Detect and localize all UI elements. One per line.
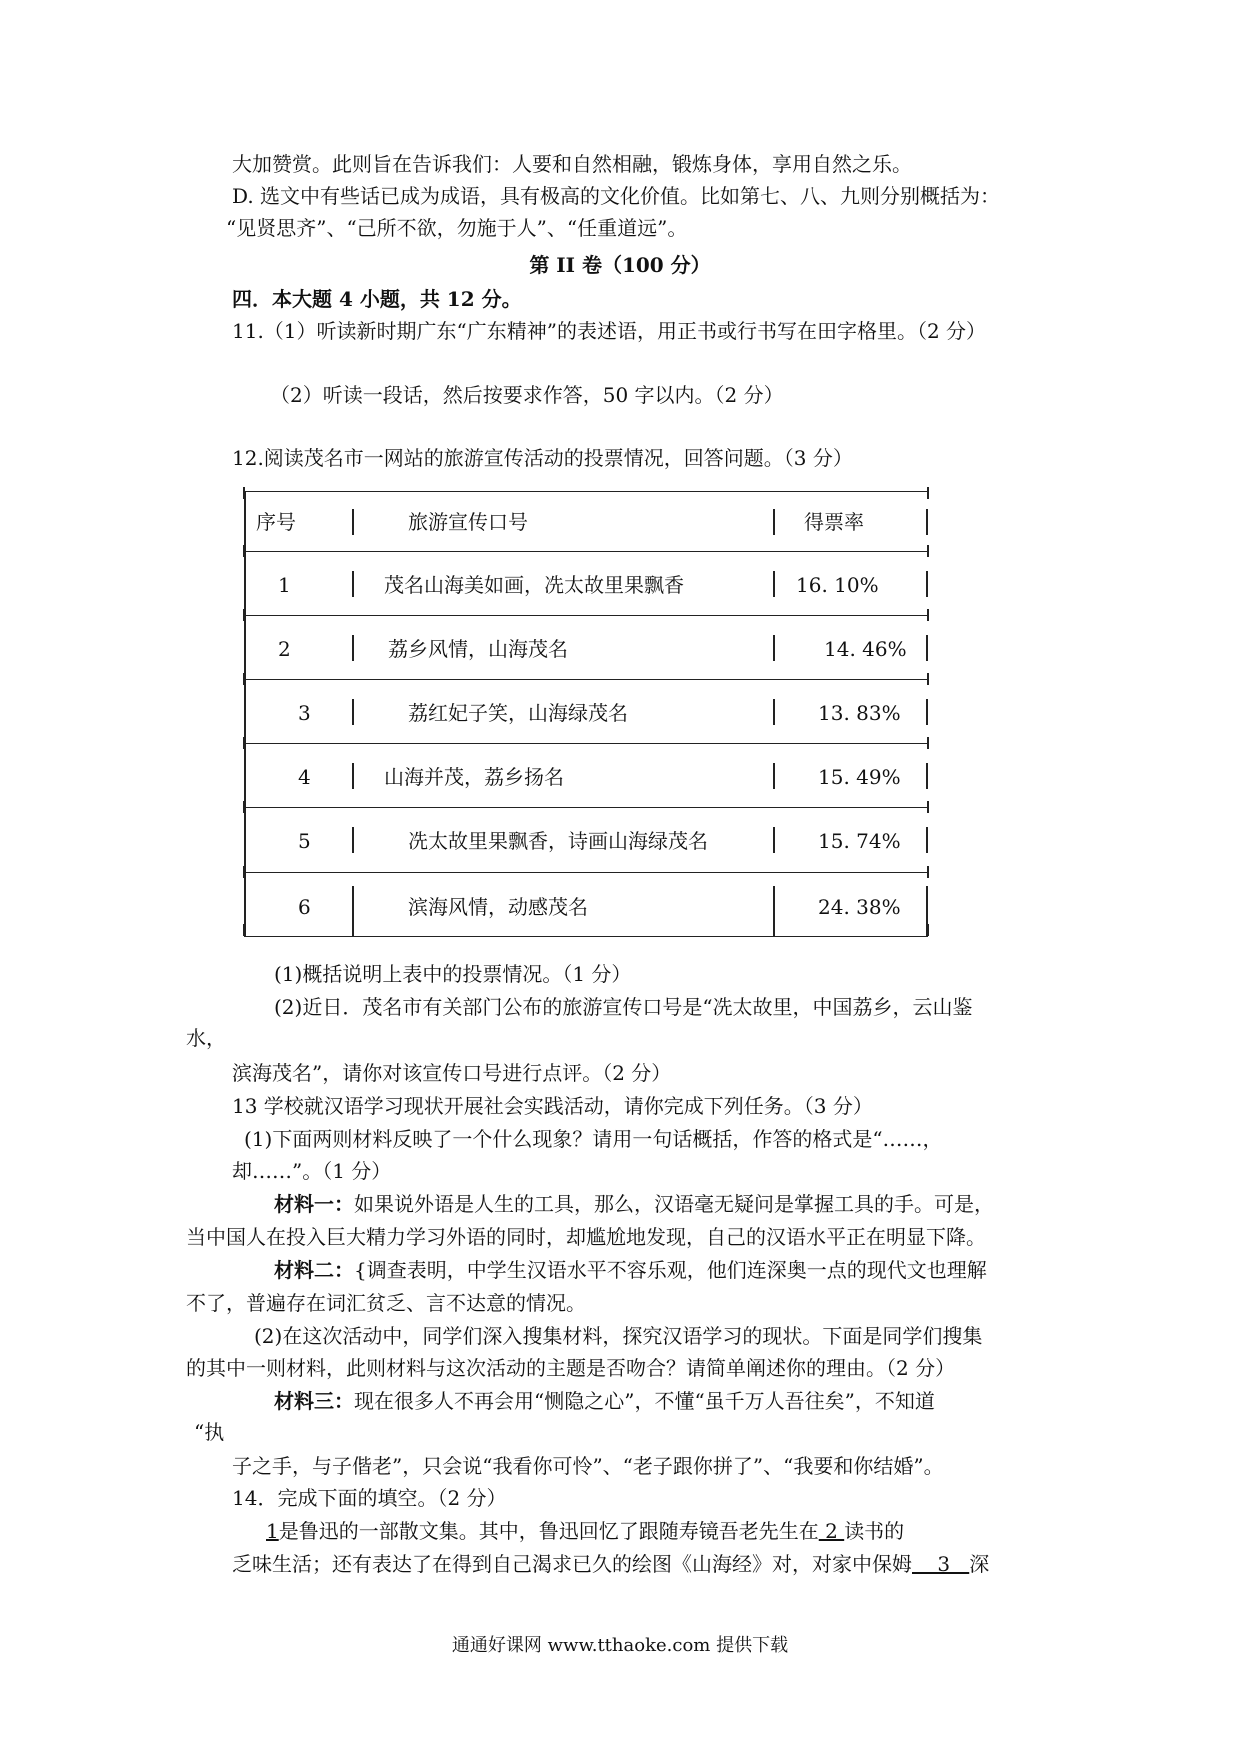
question-14-text: 读书的 xyxy=(844,1519,905,1543)
part-heading: 四．本大题 4 小题，共 12 分。 xyxy=(232,287,522,311)
table-rule xyxy=(244,743,928,744)
blank-2: 2 xyxy=(818,1519,845,1543)
material-3 xyxy=(274,1387,935,1415)
question-13-sub2: (2)在这次活动中，同学们深入搜集材料，探究汉语学习的现状。下面是同学们搜集 xyxy=(254,1324,983,1348)
question-13-sub1-cont: 却……”。（1 分） xyxy=(232,1159,392,1183)
table-rule xyxy=(244,491,928,492)
question-14-text: 深 xyxy=(969,1552,990,1576)
question-12-sub2: (2)近日．茂名市有关部门公布的旅游宣传口号是“冼太故里，中国荔乡，云山鉴 xyxy=(274,995,973,1019)
material-1-label: 材料一： xyxy=(274,1192,354,1216)
question-14-text: 乏味生活；还有表达了在得到自己渴求已久的绘图《山海经》对，对家中保姆 xyxy=(232,1552,912,1576)
material-2-label: 材料二： xyxy=(274,1258,354,1282)
material-3-label: 材料三： xyxy=(274,1389,354,1413)
question-14-line1 xyxy=(266,1517,904,1545)
table-rule xyxy=(244,807,928,808)
table-cell-rate: 13. 83% xyxy=(818,701,901,725)
text-line: 大加赞赏。此则旨在告诉我们：人要和自然相融，锻炼身体，享用自然之乐。 xyxy=(232,152,912,176)
material-2-text: {调查表明，中学生汉语水平不容乐观，他们连深奥一点的现代文也理解 xyxy=(354,1258,987,1282)
question-12-stem: 12.阅读茂名市一网站的旅游宣传活动的投票情况，回答问题。（3 分） xyxy=(232,446,853,470)
table-header-no: 序号 xyxy=(256,510,296,534)
material-2-cont: 不了，普遍存在词汇贫乏、言不达意的情况。 xyxy=(186,1291,586,1315)
table-cell-rate: 15. 74% xyxy=(818,829,901,853)
material-3-text: 现在很多人不再会用“恻隐之心”，不懂“虽千万人吾往矣”，不知道 xyxy=(354,1389,935,1413)
material-3-cont: “执 xyxy=(194,1420,225,1444)
material-2 xyxy=(274,1256,987,1284)
table-cell-no: 4 xyxy=(298,765,311,789)
question-11-part1: 11.（1）听读新时期广东“广东精神”的表述语，用正书或行书写在田字格里。（2 分） xyxy=(232,319,987,343)
table-cell-slogan: 荔乡风情，山海茂名 xyxy=(388,637,568,661)
question-14-text: 是鲁迅的一部散文集。其中，鲁迅回忆了跟随寿镜吾老先生在 xyxy=(278,1519,819,1543)
table-header-rate: 得票率 xyxy=(804,510,864,534)
table-cell-no: 5 xyxy=(298,829,311,853)
text-line: D. 选文中有些话已成为成语，具有极高的文化价值。比如第七、八、九则分别概括为： xyxy=(232,184,1001,208)
table-cell-no: 2 xyxy=(278,637,291,661)
question-12-sub2-cont: 滨海茂名”，请你对该宣传口号进行点评。（2 分） xyxy=(232,1061,672,1085)
question-13-stem: 13 学校就汉语学习现状开展社会实践活动，请你完成下列任务。（3 分） xyxy=(232,1094,873,1118)
text-line: “见贤思齐”、“己所不欲，勿施于人”、“任重道远”。 xyxy=(226,216,688,240)
question-12-sub2-cont: 水， xyxy=(186,1026,226,1050)
table-cell-rate: 24. 38% xyxy=(818,895,901,919)
section-title: 第 II 卷（100 分） xyxy=(529,253,711,277)
table-header-slogan: 旅游宣传口号 xyxy=(408,510,528,534)
question-13-sub1: (1)下面两则材料反映了一个什么现象？请用一句话概括，作答的格式是“……， xyxy=(244,1127,943,1151)
table-cell-rate: 16. 10% xyxy=(796,573,879,597)
table-rule xyxy=(244,936,928,937)
table-cell-slogan: 滨海风情，动感茂名 xyxy=(408,895,588,919)
table-rule xyxy=(244,872,928,873)
table-cell-slogan: 茂名山海美如画，冼太故里果飘香 xyxy=(384,573,684,597)
table-cell-rate: 15. 49% xyxy=(818,765,901,789)
blank-1: 1 xyxy=(266,1519,279,1543)
table-cell-no: 1 xyxy=(278,573,291,597)
material-1-text: 如果说外语是人生的工具，那么，汉语毫无疑问是掌握工具的手。可是， xyxy=(354,1192,994,1216)
table-cell-no: 3 xyxy=(298,701,311,725)
table-cell-slogan: 荔红妃子笑，山海绿茂名 xyxy=(408,701,628,725)
table-cell-slogan: 冼太故里果飘香，诗画山海绿茂名 xyxy=(408,829,708,853)
table-cell-rate: 14. 46% xyxy=(824,637,907,661)
table-rule xyxy=(244,551,928,552)
material-1 xyxy=(274,1190,994,1218)
question-14-line2 xyxy=(232,1550,989,1578)
question-14-stem: 14．完成下面的填空。（2 分） xyxy=(232,1486,507,1510)
material-1-cont: 当中国人在投入巨大精力学习外语的同时，却尴尬地发现，自己的汉语水平正在明显下降。 xyxy=(186,1225,986,1249)
table-cell-slogan: 山海并茂，荔乡扬名 xyxy=(384,765,564,789)
table-rule xyxy=(244,615,928,616)
question-11-part2: （2）听读一段话，然后按要求作答，50 字以内。（2 分） xyxy=(270,383,784,407)
question-13-sub2-cont: 的其中一则材料，此则材料与这次活动的主题是否吻合？请简单阐述你的理由。（2 分） xyxy=(186,1356,956,1380)
material-3-cont: 子之手，与子偕老”，只会说“我看你可怜”、“老子跟你拼了”、“我要和你结婚”。 xyxy=(232,1454,944,1478)
question-12-sub1: (1)概括说明上表中的投票情况。（1 分） xyxy=(274,962,632,986)
page-footer: 通通好课网 www.tthaoke.com 提供下载 xyxy=(451,1635,789,1656)
table-cell-no: 6 xyxy=(298,895,311,919)
table-rule xyxy=(244,679,928,680)
blank-3: 3 xyxy=(912,1552,970,1576)
